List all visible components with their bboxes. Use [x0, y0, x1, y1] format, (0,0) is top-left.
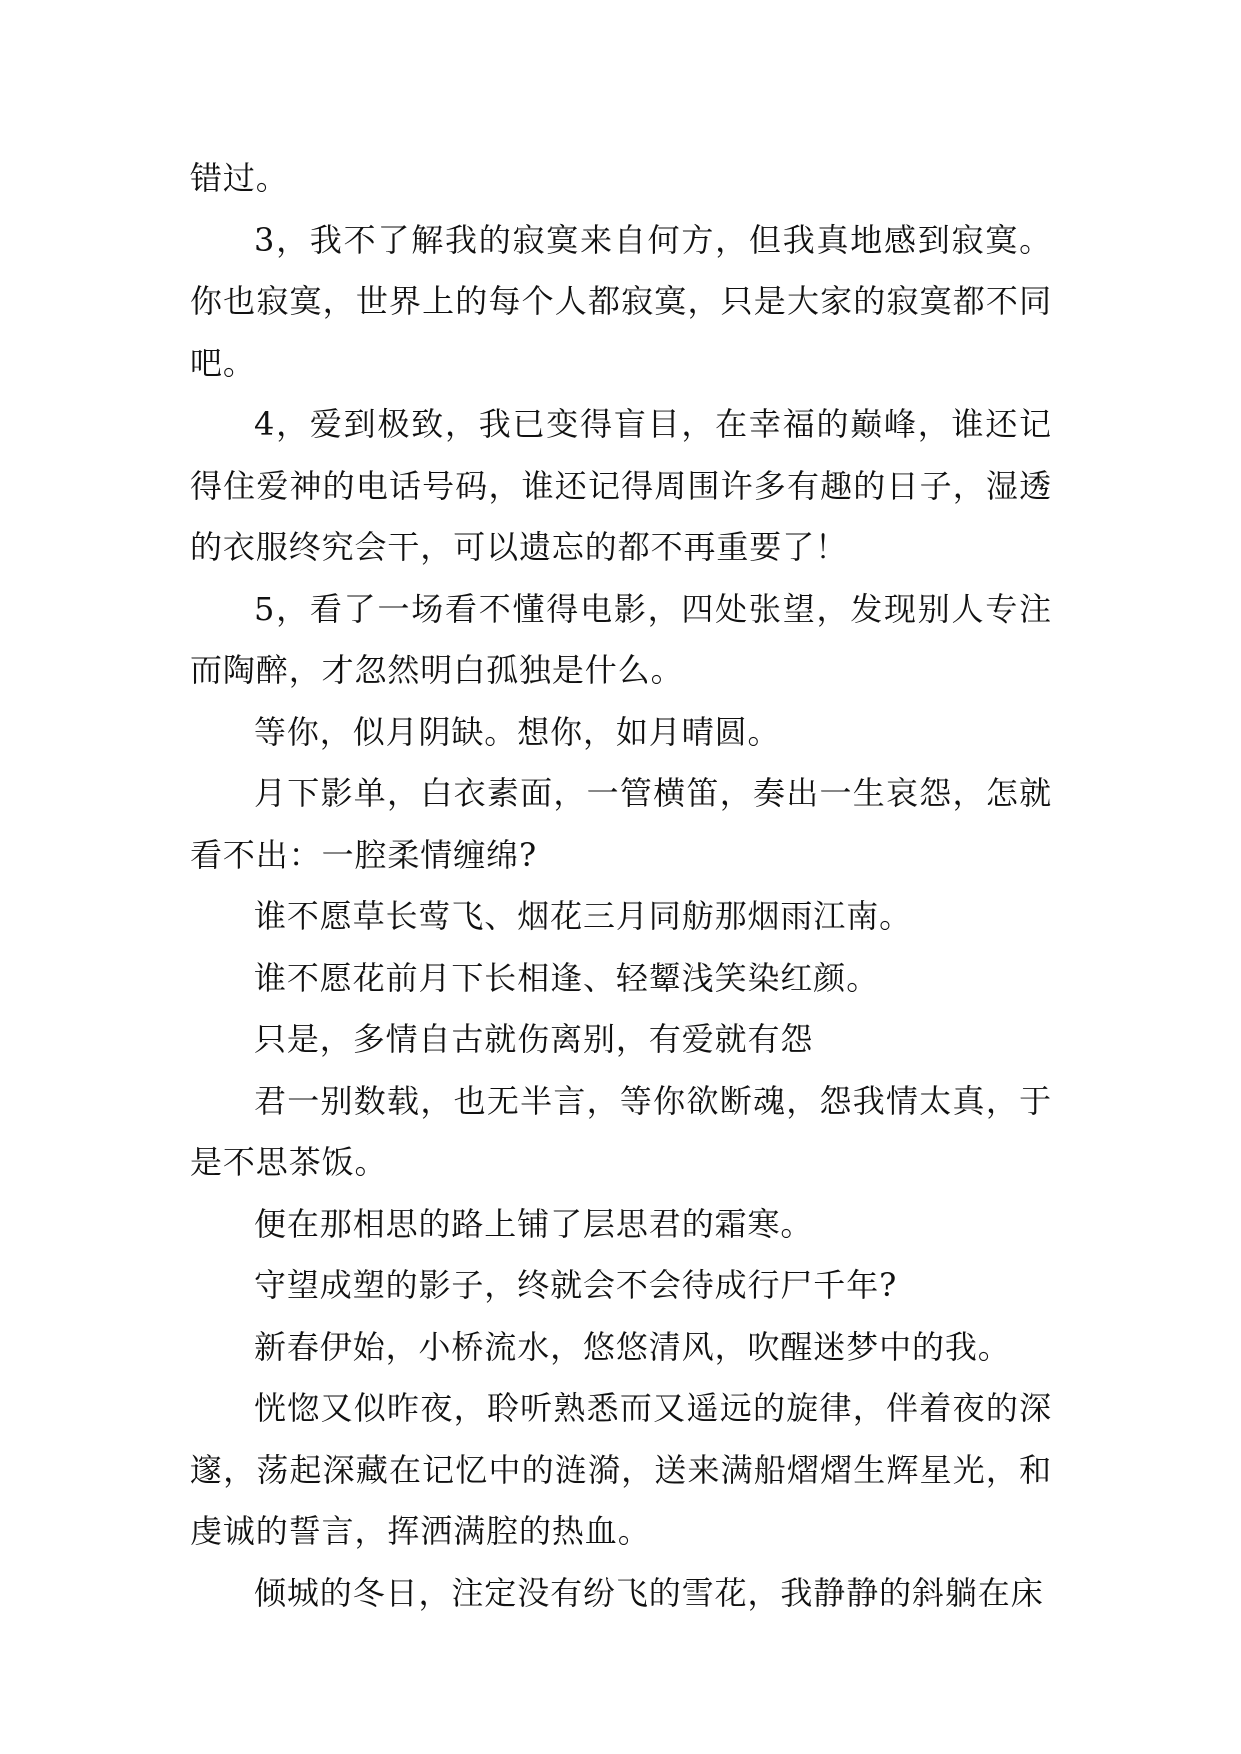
paragraph: 君一别数载，也无半言，等你欲断魂，怨我情太真，于是不思茶饭。 — [190, 1081, 1052, 1181]
paragraph: 新春伊始，小桥流水，悠悠清风，吹醒迷梦中的我。 — [254, 1327, 1011, 1366]
paragraph: 便在那相思的路上铺了层思君的霜寒。 — [254, 1204, 814, 1243]
paragraph: 月下影单，白衣素面，一管横笛，奏出一生哀怨，怎就看不出：一腔柔情缠绵? — [190, 774, 1052, 874]
paragraph: 谁不愿花前月下长相逢、轻颦浅笑染红颜。 — [254, 958, 880, 997]
paragraph: 倾城的冬日，注定没有纷飞的雪花，我静静的斜躺在床 — [254, 1573, 1044, 1612]
paragraph-item-5: 5，看了一场看不懂得电影，四处张望，发现别人专注而陶醉，才忽然明白孤独是什么。 — [190, 589, 1052, 689]
paragraph-item-3: 3，我不了解我的寂寞来自何方，但我真地感到寂寞。你也寂寞，世界上的每个人都寂寞，只是大家的寂寞都不同吧。 — [190, 220, 1052, 382]
paragraph: 谁不愿草长莺飞、烟花三月同舫那烟雨江南。 — [254, 897, 913, 935]
paragraph: 守望成塑的影子，终就会不会待成行尸千年? — [254, 1266, 898, 1304]
paragraph-continuation: 错过。 — [190, 159, 289, 197]
body-text — [190, 148, 1052, 1624]
paragraph: 恍惚又似昨夜，聆听熟悉而又遥远的旋律，伴着夜的深邃，荡起深藏在记忆中的涟漪，送来满船熠熠生辉星光，和虔诚的誓言，挥洒满腔的热血。 — [190, 1389, 1052, 1550]
paragraph-item-4: 4，爱到极致，我已变得盲目，在幸福的巅峰，谁还记得住爱神的电话号码，谁还记得周围许多有趣的日子，湿透的衣服终究会干，可以遗忘的都不再重要了！ — [190, 405, 1052, 566]
paragraph: 等你，似月阴缺。想你，如月晴圆。 — [254, 712, 781, 751]
paragraph: 只是，多情自古就伤离别，有爱就有怨 — [254, 1020, 814, 1058]
